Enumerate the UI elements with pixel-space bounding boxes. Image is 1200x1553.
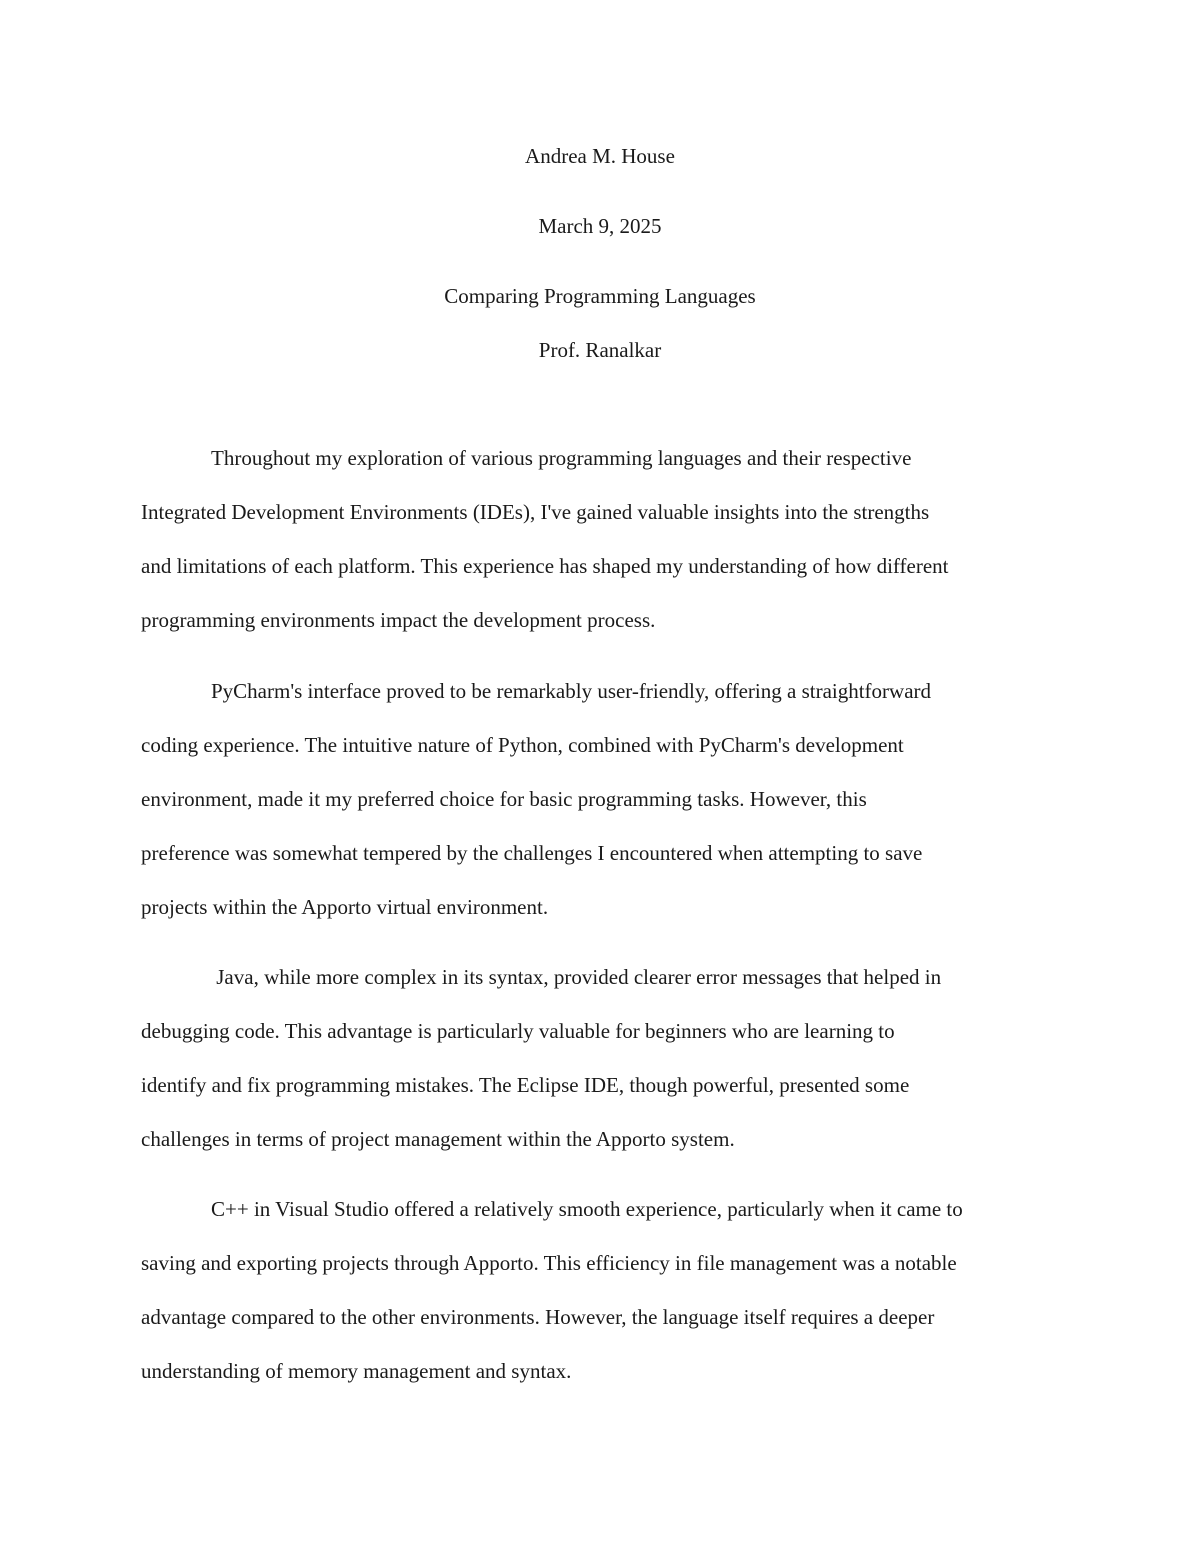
text-line: coding experience. The intuitive nature of Python, combined with PyCharm's development <box>141 733 904 757</box>
text-line: advantage compared to the other environments. However, the language itself requires a deeper <box>141 1305 935 1329</box>
paragraph-2 <box>141 664 1071 934</box>
author-name: Andrea M. House <box>525 144 675 168</box>
text-line: challenges in terms of project management within the Apporto system. <box>141 1127 735 1151</box>
paragraph-3 <box>141 950 1071 1166</box>
course-title: Comparing Programming Languages <box>444 284 756 308</box>
text-line: Throughout my exploration of various programming languages and their respective <box>211 446 912 470</box>
paragraph-text <box>141 1182 1071 1398</box>
text-line: environment, made it my preferred choice for basic programming tasks. However, this <box>141 787 867 811</box>
text-line: debugging code. This advantage is particularly valuable for beginners who are learning to <box>141 1019 895 1043</box>
paragraph-text <box>141 431 1071 647</box>
text-line: preference was somewhat tempered by the challenges I encountered when attempting to save <box>141 841 923 865</box>
text-line: understanding of memory management and syntax. <box>141 1359 572 1383</box>
text-line: Integrated Development Environments (IDEs), I've gained valuable insights into the strengths <box>141 500 930 524</box>
text-line: saving and exporting projects through Apporto. This efficiency in file management was a notable <box>141 1251 957 1275</box>
paragraph-1 <box>141 431 1071 647</box>
paragraph-text <box>141 664 1071 934</box>
text-line: projects within the Apporto virtual environment. <box>141 895 549 919</box>
professor-name: Prof. Ranalkar <box>538 338 662 362</box>
text-line: programming environments impact the development process. <box>141 608 656 632</box>
document-date: March 9, 2025 <box>538 214 662 238</box>
text-line: C++ in Visual Studio offered a relatively smooth experience, particularly when it came to <box>211 1197 963 1221</box>
text-line: PyCharm's interface proved to be remarkably user-friendly, offering a straightforward <box>211 679 932 703</box>
paragraph-text <box>141 950 1071 1166</box>
text-line: and limitations of each platform. This experience has shaped my understanding of how different <box>141 554 949 578</box>
paragraph-4 <box>141 1182 1071 1398</box>
text-line: Java, while more complex in its syntax, provided clearer error messages that helped in <box>211 965 942 989</box>
text-line: identify and fix programming mistakes. The Eclipse IDE, though powerful, presented some <box>141 1073 910 1097</box>
